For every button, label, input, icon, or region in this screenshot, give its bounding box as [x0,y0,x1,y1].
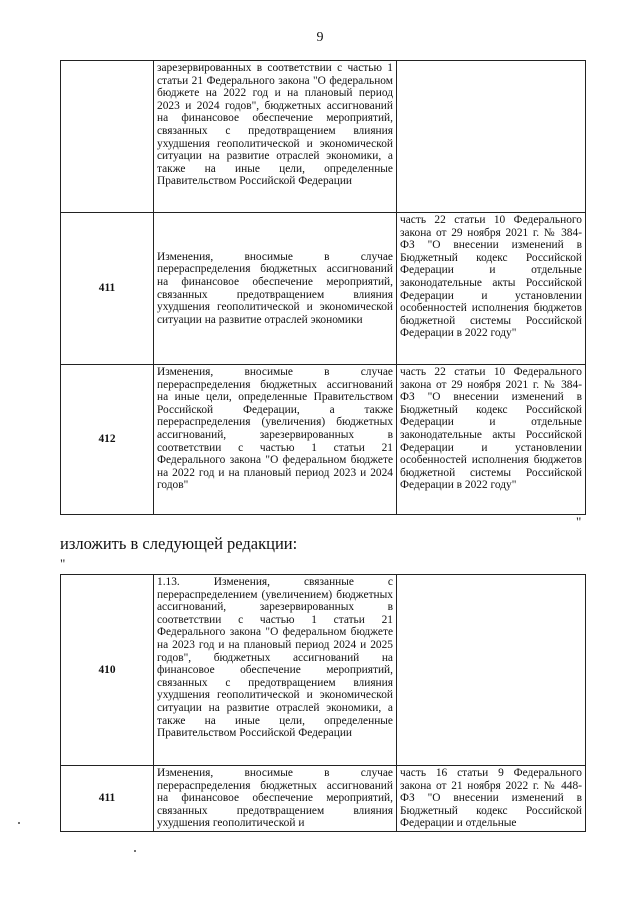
page-number: 9 [316,30,324,45]
description-cell: зарезервированных в соответствии с частью 1 статьи 21 Федерального закона "О федеральном бюджете на 2022 год и на плановый период 2023 и 2024 годов", бюджетных ассигнований на финансовое обеспечение мероприятий, связанных с предотвращением влияния ухудшения геополитической и экономической ситуации на развитие отраслей экономики, а также на иные цели, определенные Правительством Российской Федерации [154,61,397,213]
description-cell: 1.13. Изменения, связанные с перераспределением (увеличением) бюджетных ассигнований, зарезервированных в соответствии с частью 1 статьи 21 Федерального закона "О федеральном бюджете на 2023 год и на плановый период 2024 и 2025 годов", бюджетных ассигнований на финансовое обеспечение мероприятий, связанных с предотвращением влияния ухудшения геополитической и экономической ситуации на развитие отраслей экономики, а также на иные цели, определенные Правительством Российской Федерации [154,575,397,766]
legal-basis-cell [397,575,586,766]
table-row [61,213,586,365]
opening-quote: " [60,556,66,571]
closing-quote: " [576,514,582,529]
table-row [61,365,586,515]
table-row [61,575,586,766]
code-cell: 411 [61,213,154,365]
legal-basis-cell: часть 16 статьи 9 Федерального закона от 21 ноября 2022 г. № 448-ФЗ "О внесении изменений в Бюджетный кодекс Российской Федерации и отдельные [397,766,586,832]
description-cell [154,213,397,365]
code-cell: 410 [61,575,154,766]
legal-basis-cell: часть 22 статьи 10 Федерального закона от 29 ноября 2021 г. № 384-ФЗ "О внесении изменений в Бюджетный кодекс Российской Федерации и отдельные законодательные акты Российской Федерации и установлении особенностей исполнения бюджетов бюджетной системы Российской Федерации в 2022 году" [397,365,586,515]
scan-speck [18,822,20,824]
table-row [61,61,586,213]
code-cell [61,61,154,213]
budget-codes-table-current [60,60,586,515]
scan-speck [134,850,136,852]
amendment-heading: изложить в следующей редакции: [60,534,298,553]
legal-basis-cell: часть 22 статьи 10 Федерального закона от 29 ноября 2021 г. № 384-ФЗ "О внесении изменений в Бюджетный кодекс Российской Федерации и отдельные законодательные акты Российской Федерации и установлении особенностей исполнения бюджетов бюджетной системы Российской Федерации в 2022 году" [397,213,586,365]
budget-codes-table-new [60,574,586,832]
legal-basis-cell [397,61,586,213]
description-cell: Изменения, вносимые в случае перераспределения бюджетных ассигнований на финансовое обеспечение мероприятий, связанных предотвращением влияния ухудшения геополитической и [154,766,397,832]
code-cell: 411 [61,766,154,832]
description-text: Изменения, вносимые в случае перераспределения бюджетных ассигнований на финансовое обеспечение мероприятий, связанных предотвращением влияния ухудшения геополитической и экономической ситуации на развитие отраслей экономики [157,250,393,326]
code-cell: 412 [61,365,154,515]
description-cell: Изменения, вносимые в случае перераспределения бюджетных ассигнований на иные цели, определенные Правительством Российской Федерации, а также перераспределения (увеличения) бюджетных ассигнований, зарезервированных в соответствии с частью 1 статьи 21 Федерального закона "О федеральном бюджете на 2022 год и на плановый период 2023 и 2024 годов" [154,365,397,515]
table-row [61,766,586,832]
